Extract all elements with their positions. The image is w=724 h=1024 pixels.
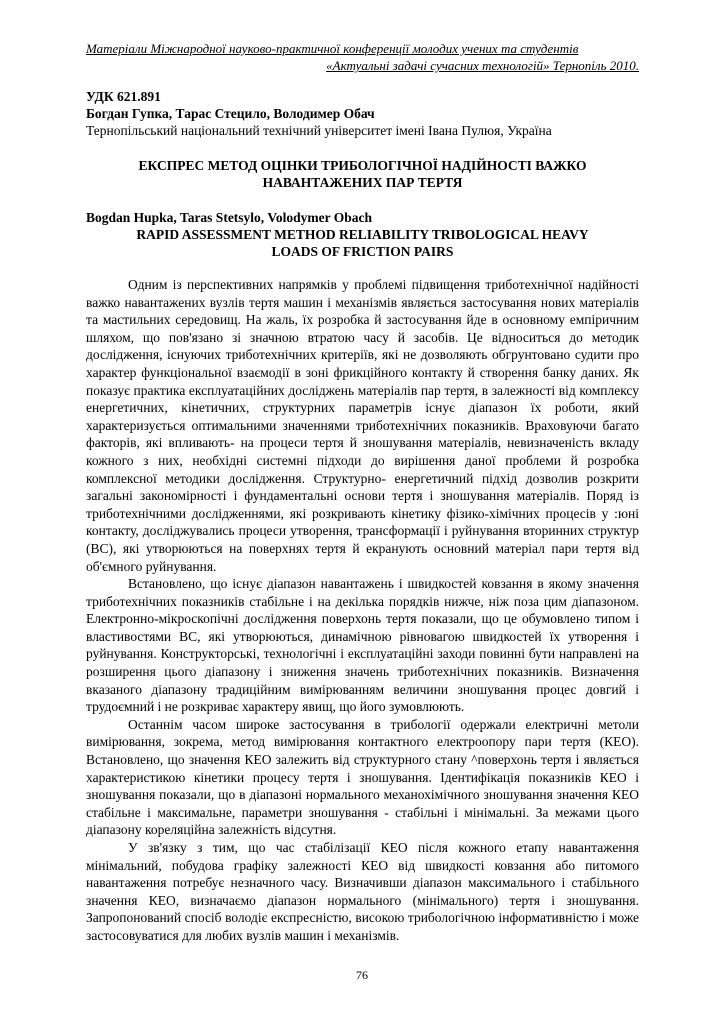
title-ua-text: ЕКСПРЕС МЕТОД ОЦІНКИ ТРИБОЛОГІЧНОЇ НАДІЙНОСТІ ВАЖКО НАВАНТАЖЕНИХ ПАР ТЕРТЯ [138, 158, 587, 190]
udc-code: УДК 621.891 [86, 89, 161, 104]
title-ua [86, 157, 639, 191]
paragraph: Одним із перспективних напрямків у проблемі підвищення триботехнічної надійності важко навантажених вузлів тертя машин і механізмів являється застосування нових матеріалів та мастильних середовищ. На жаль, їх розробка й застосування йде в основному емпіричним шляхом, що пов'язано зі значною втратою часу й засобів. Це відноситься до методик дослідження, існуючих триботехнічних критеріїв, які не дозволяють обгрунтовано судити про характер функціональної взаємодії в зоні фрикційного контакту й створення банку даних. Як показує практика експлуатаційних досліджень матеріалів пар тертя, в залежності від комплексу енергетичних, кінетичних, структурних параметрів існує діапазон їх роботи, який характеризується оптимальними значеннями триботехнічних показників. Враховуючи багато факторів, які впливають- на процеси тертя й зношування матеріалів, невизначеність вкладу кожного з них, необхідні системні підходи до вирішення даної проблеми й розробка комплексної методики дослідження. Структурно- енергетичний підхід дозволив розкрити загальні закономірності і фундаментальні основи тертя і зношування матеріалів. Поряд із триботехнічними дослідженнями, які розкривають кінетику фізико-хімічних процесів у :юні контакту, досліджувались процеси утворення, трансформації і руйнування вторинних структур (ВС), які утворюються на поверхнях тертя й екранують основний матеріал пари тертя від об'ємного руйнування. [86, 277, 639, 574]
authors-ua: Богдан Гупка, Тарас Стецило, Володимер Обач [86, 106, 375, 121]
authors-en: Bogdan Hupka, Taras Stetsylo, Volodymer Obach [86, 210, 372, 225]
page-number: 76 [356, 968, 368, 982]
affiliation: Тернопільський національний технічний університет імені Івана Пулюя, Україна [86, 123, 552, 138]
title-en: RAPID ASSESSMENT METHOD RELIABILITY TRIBOLOGICAL HEAVY LOADS OF FRICTION PAIRS [136, 227, 589, 259]
header-line-1: Матеріали Міжнародної науково-практичної конференції молодих учених та студентів [86, 41, 579, 56]
running-header [86, 40, 639, 74]
header-line-2 [86, 57, 639, 74]
paragraph: Встановлено, що існує діапазон навантажень і швидкостей ковзання в якому значення триботехнічних показників стабільне і на декілька порядків нижче, ніж поза цим діапазоном. Електронно-мікроскопічні дослідження поверхонь тертя показали, що це обумовлено типом і властивостями ВС, які утворюються, динамічною рівновагою швидкостей їх утворення і руйнування. Конструкторські, технологічні і експлуатаційні заходи повинні бути направлені на розширення цього діапазону і зниження значень триботехнічних показників. Визначення вказаного діапазону традиційним вимірюванням величини зношування процес довгий і трудоємний і не розкриває характеру явищ, що його зумовлюють. [86, 576, 639, 715]
header-year: 2010. [609, 58, 639, 73]
paragraph: У зв'язку з тим, що час стабілізації КЕО після кожного етапу навантаження мінімальний, побудова графіку залежності КЕО від швидкості ковзання або питомого навантаження потребує незначного часу. Визначивши діапазон максимального і стабільного значення КЕО, визначаємо діапазон нормального (мінімального) тертя і зношування. Запропонований спосіб володіє експресністю, високою трибологічною інформативністю і може застосовуватися для любих вузлів машин і механізмів. [86, 840, 639, 943]
paper-page [86, 40, 639, 945]
body-text [86, 276, 639, 945]
header-conference-name: «Актуальні задачі сучасних технологій» Тернопіль [326, 58, 607, 73]
paragraph: Останнім часом широке застосування в трибології одержали електричні метоли вимірювання, зокрема, метод вимірювання контактного електроопору пари тертя (КЕО). Встановлено, що значення КЕО залежить від структурного стану ^поверхонь тертя і являється характеристикою кінетики процесу тертя і зношування. Ідентифікація показників КЕО і зношування показали, що в діапазоні нормального механохімічного зношування значення КЕО стабільне і максимальне, параметри зношування - стабільні і мінімальні. За межами цього діапазону кореляційна залежність відсутня. [86, 716, 639, 838]
